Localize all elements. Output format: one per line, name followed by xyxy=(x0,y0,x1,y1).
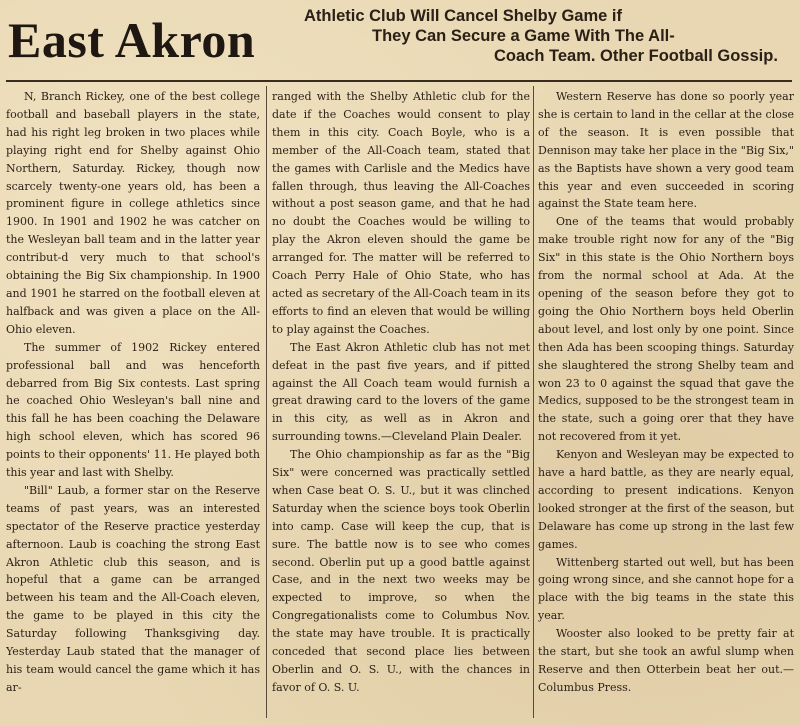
paragraph: Wittenberg started out well, but has been going wrong since, and she cannot hope for a place with the big teams in the state this year. xyxy=(538,555,794,623)
headline-rule xyxy=(6,80,792,82)
paragraph: The East Akron Athletic club has not met defeat in the past five years, and if pitted against the All Coach team would furnish a great drawing card to the lovers of the game in this city, as well as in Akron and surrounding towns.—Cleveland Plain Dealer. xyxy=(272,340,530,444)
paragraph: Wooster also looked to be pretty fair at the start, but she took an awful slump when Reserve and then Otterbein beat her out.—Columbus Press. xyxy=(538,627,794,694)
paragraph: ranged with the Shelby Athletic club for the date if the Coaches would consent to play them in this city. Coach Boyle, who is a member of the All-Coach team, stated that the games with Carlisle and the Medics have fallen through, thus leaving the All-Coaches without a post season game, and that he had no doubt the Coaches would be willing to play the Akron eleven should the game be arranged for. The matter will be referred to Coach Perry Hale of Ohio State, who has acted as secretary of the All-Coach team in its efforts to find an eleven that would be willing to play against the Coaches. xyxy=(272,90,530,336)
paragraph: One of the teams that would probably make trouble right now for any of the "Big Six" in this state is the Ohio Northern boys from the normal school at Ada. At the opening of the season before they got to going the Ohio Northern boys held Oberlin about level, and lost only by one point. Since then Ada has been scooping things. Saturday she slaughtered the strong Shelby team and won 23 to 0 against the squad that gave the Medics, supposed to be the strongest team in the state, such a going orer that they have not recovered from it yet. xyxy=(538,215,794,444)
article-column-1 xyxy=(6,88,260,724)
paragraph: The summer of 1902 Rickey entered professional ball and was henceforth debarred from Big Six contests. Last spring he coached Ohio Wesleyan's ball nine and this fall he has been coaching the Delaware high school eleven, which has scored 96 points to their opponents' 11. He played both this year and last with Shelby. xyxy=(6,340,260,480)
paragraph: N, Branch Rickey, one of the best college football and baseball players in the state, had his right leg broken in two places while playing right end for Shelby against Ohio Northern, Saturday. Rickey, though now scarcely twenty-one years old, has been a prominent figure in college athletics since 1900. In 1901 and 1902 he was catcher on the Wesleyan ball team and in the latter year contribut-d very much to that school's obtaining the Big Six championship. In 1900 and 1901 he starred on the football eleven at halfback and was given a place on the All-Ohio eleven. xyxy=(6,90,260,336)
paragraph: Western Reserve has done so poorly year she is certain to land in the cellar at the close of the season. It is even possible that Dennison may take her place in the "Big Six," as the Baptists have shown a very good team this year and even succeeded in scoring against the State team here. xyxy=(538,90,794,211)
column-divider-1 xyxy=(266,86,267,718)
paragraph: The Ohio championship as far as the "Big Six" were concerned was practically settled when Case beat O. S. U., but it was clinched Saturday when the science boys took Oberlin into camp. Case will keep the cup, that is sure. The battle now is to see who comes second. Oberlin put up a good battle against Case, and in the next two weeks may be expected to improve, so when the Congregationalists come to Columbus Nov. the state may have trouble. It is practically conceded that second place lies between Oberlin and O. S. U., with the chances in favor of O. S. U. xyxy=(272,448,530,694)
paragraph: Kenyon and Wesleyan may be expected to have a hard battle, as they are nearly equal, according to present indications. Kenyon looked stronger at the first of the season, but Delaware has come up strong in the last few games. xyxy=(538,448,794,551)
article-column-2 xyxy=(272,88,530,724)
paragraph: "Bill" Laub, a former star on the Reserve teams of past years, was an interested spectator of the Reserve practice yesterday afternoon. Laub is coaching the strong East Akron Athletic club this season, and is hopeful that a game can be arranged between his team and the All-Coach eleven, the game to be played in this city the Saturday following Thanksgiving day. Yesterday Laub stated that the manager of his team would cancel the game which it has ar- xyxy=(6,483,260,694)
subheadline xyxy=(282,6,792,66)
article-column-3 xyxy=(538,88,794,724)
subheadline-line-3: Coach Team. Other Football Gossip. xyxy=(494,47,778,65)
headline: East Akron xyxy=(8,12,256,68)
column-divider-2 xyxy=(533,86,534,718)
subheadline-line-1: Athletic Club Will Cancel Shelby Game if xyxy=(304,7,622,25)
subheadline-line-2: They Can Secure a Game With The All- xyxy=(372,27,675,45)
